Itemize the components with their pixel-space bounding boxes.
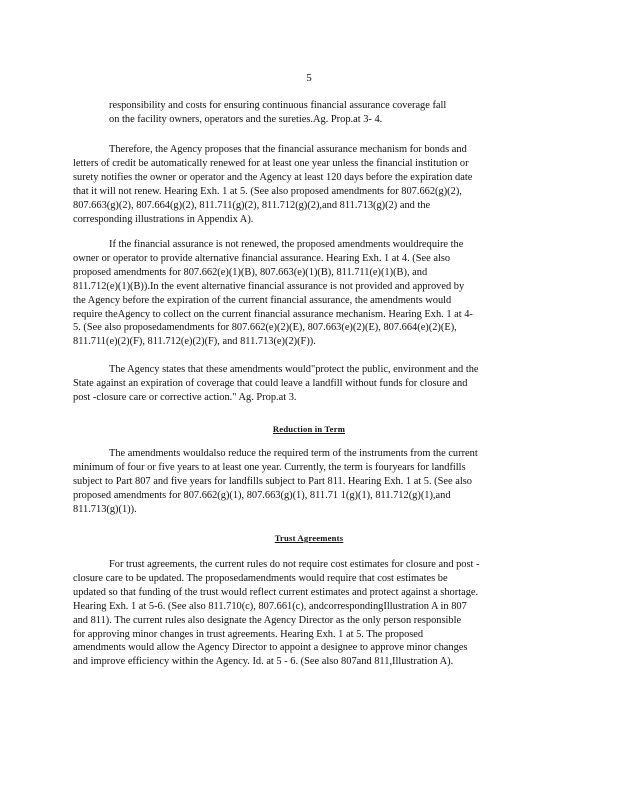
text-line: The Agency states that these amendments would"protect the public, environment and the (109, 364, 479, 375)
section-heading-reduction-in-term: Reduction in Term (272, 424, 346, 434)
text-line: and improve efficiency within the Agency. Id. at 5 - 6. (See also 807and 811,Illustration A). (73, 656, 454, 668)
text-line: the Agency before the expiration of the current financial assurance, the amendments would (73, 294, 452, 306)
text-line: closure care to be updated. The proposedamendments would require that cost estimates be (73, 572, 448, 584)
text-line: If the financial assurance is not renewed, the proposed amendments wouldrequire the (109, 239, 464, 250)
text-line: that it will not renew. Hearing Exh. 1 at 5. (See also proposed amendments for 807.662(g)(2), (73, 185, 462, 197)
text-line: require theAgency to collect on the current financial assurance mechanism. Hearing Exh. 1 at 4- (73, 308, 473, 320)
text-line: proposed amendments for 807.662(e)(1)(B), 807.663(e)(1)(B), 811.711(e)(1)(B), and (73, 266, 428, 278)
text-line: owner or operator to provide alternative financial assurance. Hearing Exh. 1 at 4. (See also (73, 252, 451, 264)
text-line: The amendments wouldalso reduce the required term of the instruments from the current (109, 448, 478, 459)
text-line: surety notifies the owner or operator and the Agency at least 120 days before the expiration date (73, 171, 473, 183)
text-line: minimum of four or five years to at least one year. Currently, the term is fouryears for landfills (73, 461, 466, 473)
paragraph-alternative-assurance (73, 238, 540, 349)
paragraph-reduction-in-term (73, 447, 540, 517)
text-line: 811.711(e)(2)(F), 811.712(e)(2)(F), and 811.713(e)(2)(F)). (73, 336, 316, 348)
text-line: and 811). The current rules also designate the Agency Director as the only person responsible (73, 614, 462, 626)
text-line: letters of credit be automatically renewed for at least one year unless the financial institution or (73, 157, 469, 169)
text-line: amendments would allow the Agency Director to appoint a designee to approve minor changes (73, 642, 468, 654)
paragraph-trust-agreements (73, 558, 540, 669)
page-number: 5 (306, 72, 312, 84)
text-line: for approving minor changes in trust agreements. Hearing Exh. 1 at 5. The proposed (73, 628, 424, 640)
text-line: post -closure care or corrective action." Ag. Prop.at 3. (73, 391, 297, 403)
text-line: 811.712(e)(1)(B)).In the event alternative financial assurance is not provided and approved by (73, 280, 465, 292)
text-line: State against an expiration of coverage that could leave a landfill without funds for closure and (73, 377, 468, 389)
text-line: For trust agreements, the current rules do not require cost estimates for closure and post - (109, 559, 480, 570)
text-line: Hearing Exh. 1 at 5-6. (See also 811.710(c), 807.661(c), andcorrespondingIllustration A in 807 (73, 600, 467, 612)
text-line: 807.663(g)(2), 807.664(g)(2), 811.711(g)(2), 811.712(g)(2),and 811.713(g)(2) and the (73, 199, 431, 211)
text-line: 5. (See also proposedamendments for 807.662(e)(2)(E), 807.663(e)(2)(E), 807.664(e)(2)(E), (73, 322, 457, 334)
paragraph-renewal (73, 143, 540, 226)
section-heading-trust-agreements: Trust Agreements (274, 533, 344, 543)
text-line: responsibility and costs for ensuring continuous financial assurance coverage fall (109, 100, 447, 111)
text-line: proposed amendments for 807.662(g)(1), 807.663(g)(1), 811.71 1(g)(1), 811.712(g)(1),and (73, 489, 451, 501)
paragraph-intro (109, 99, 540, 127)
text-line: 811.713(g)(1)). (73, 503, 137, 515)
text-line: on the facility owners, operators and the sureties.Ag. Prop.at 3- 4. (109, 113, 383, 125)
text-line: Therefore, the Agency proposes that the financial assurance mechanism for bonds and (109, 144, 467, 155)
text-line: corresponding illustrations in Appendix A). (73, 213, 254, 225)
text-line: updated so that funding of the trust would reflect current estimates and protect against a shortage. (73, 586, 479, 598)
text-line: subject to Part 807 and five years for landfills subject to Part 811. Hearing Exh. 1 at 5. (See also (73, 475, 472, 487)
paragraph-agency-statement (73, 363, 540, 405)
